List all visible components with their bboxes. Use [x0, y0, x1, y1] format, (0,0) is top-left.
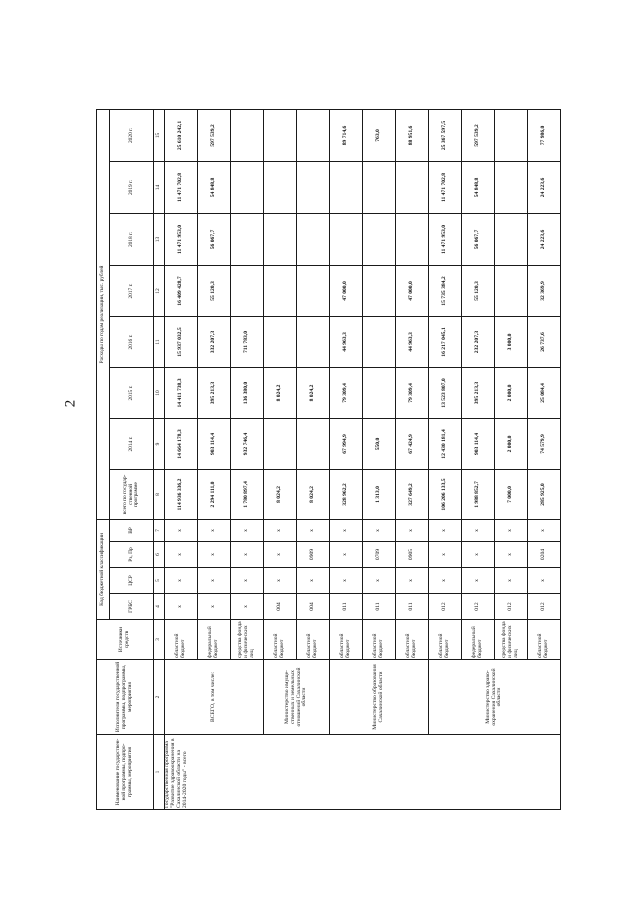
table-body — [97, 109, 561, 809]
year-value-cell — [495, 266, 528, 317]
year-value-cell: 26 737,6 — [528, 317, 561, 368]
code-vr-cell: x — [462, 520, 495, 542]
code-rz-cell: x — [462, 542, 495, 568]
year-value-cell: 89 714,6 — [330, 109, 363, 161]
header-row-top — [97, 109, 110, 809]
year-value-cell — [330, 162, 363, 214]
source-cell: областной бюджет — [297, 620, 330, 660]
code-grbs-cell: 011 — [330, 594, 363, 620]
total-cell: 106 206 133,5 — [429, 470, 462, 520]
code-vr-cell: x — [363, 520, 396, 542]
year-value-cell — [297, 214, 330, 266]
code-rz-cell: x — [264, 542, 297, 568]
code-rz-cell: x — [165, 542, 198, 568]
year-value-cell: 25 367 597,5 — [429, 109, 462, 161]
source-cell: областной бюджет — [330, 620, 363, 660]
year-value-cell — [363, 368, 396, 419]
year-value-cell: 56 067,7 — [198, 214, 231, 266]
year-value-cell: 332 207,3 — [198, 317, 231, 368]
code-csr-cell: x — [363, 568, 396, 594]
column-number: 2 — [154, 660, 165, 735]
code-grbs-cell: 011 — [396, 594, 429, 620]
year-value-cell: 903 114,4 — [462, 419, 495, 470]
year-value-cell — [363, 162, 396, 214]
code-vr-cell: x — [231, 520, 264, 542]
year-value-cell: 14 664 178,3 — [165, 419, 198, 470]
column-number: 1 — [154, 735, 165, 810]
code-grbs-cell: 012 — [429, 594, 462, 620]
code-csr-cell: x — [396, 568, 429, 594]
source-cell: областной бюджет — [396, 620, 429, 660]
code-rz-cell: x — [330, 542, 363, 568]
year-value-cell: 88 951,6 — [396, 109, 429, 161]
code-grbs-cell: 012 — [495, 594, 528, 620]
year-value-cell — [264, 419, 297, 470]
header-code-csr: ЦСР — [110, 568, 154, 594]
column-number: 7 — [154, 520, 165, 542]
year-value-cell: 54 848,8 — [198, 162, 231, 214]
source-cell: областной бюджет — [363, 620, 396, 660]
page-number: 2 — [62, 399, 79, 408]
code-csr-cell: x — [429, 568, 462, 594]
year-value-cell — [330, 214, 363, 266]
source-cell: областной бюджет — [528, 620, 561, 660]
code-vr-cell: x — [528, 520, 561, 542]
header-program-name: Наименование государственной программы, подпрограммы, мероприятия — [97, 735, 154, 810]
year-value-cell — [396, 162, 429, 214]
table-row — [264, 109, 297, 809]
year-value-cell: 11 471 702,8 — [165, 162, 198, 214]
source-cell: средства фонда и физических лиц — [231, 620, 264, 660]
code-vr-cell: x — [165, 520, 198, 542]
header-year-2018: 2018 г. — [110, 214, 154, 266]
header-years-group: Расходы по годам реализации, тыс. рублей — [97, 109, 110, 519]
code-csr-cell: x — [528, 568, 561, 594]
year-value-cell: 8 024,2 — [264, 368, 297, 419]
year-value-cell — [264, 317, 297, 368]
code-grbs-cell: x — [198, 594, 231, 620]
year-value-cell: 54 848,8 — [462, 162, 495, 214]
year-value-cell: 56 067,7 — [462, 214, 495, 266]
year-value-cell: 79 309,4 — [396, 368, 429, 419]
year-value-cell: 55 120,3 — [198, 266, 231, 317]
code-rz-cell: 0905 — [396, 542, 429, 568]
code-rz-cell: x — [231, 542, 264, 568]
code-grbs-cell: 004 — [264, 594, 297, 620]
total-cell: 1 988 852,7 — [462, 470, 495, 520]
code-rz-cell: x — [495, 542, 528, 568]
year-value-cell: 15 735 384,2 — [429, 266, 462, 317]
header-year-2015: 2015 г. — [110, 368, 154, 419]
year-value-cell: 24 223,6 — [528, 214, 561, 266]
year-value-cell: 932 746,4 — [231, 419, 264, 470]
source-cell: средства фонда и физических лиц — [495, 620, 528, 660]
year-value-cell: 14 411 738,3 — [165, 368, 198, 419]
code-csr-cell: x — [165, 568, 198, 594]
column-number: 6 — [154, 542, 165, 568]
year-value-cell: 550,0 — [363, 419, 396, 470]
total-cell: 2 294 111,0 — [198, 470, 231, 520]
year-value-cell: 597 539,2 — [462, 109, 495, 161]
year-value-cell — [231, 109, 264, 161]
year-value-cell: 77 986,0 — [528, 109, 561, 161]
table-row — [165, 109, 198, 809]
code-csr-cell: x — [462, 568, 495, 594]
code-vr-cell: x — [198, 520, 231, 542]
year-value-cell: 67 994,9 — [330, 419, 363, 470]
code-vr-cell: x — [330, 520, 363, 542]
year-value-cell: 903 114,4 — [198, 419, 231, 470]
total-cell: 1 780 897,4 — [231, 470, 264, 520]
year-value-cell: 79 309,4 — [330, 368, 363, 419]
column-number: 14 — [154, 162, 165, 214]
year-value-cell — [363, 317, 396, 368]
year-value-cell: 24 223,6 — [528, 162, 561, 214]
total-cell: 8 024,2 — [297, 470, 330, 520]
year-value-cell: 711 783,0 — [231, 317, 264, 368]
column-number-row — [154, 109, 165, 809]
year-value-cell — [231, 266, 264, 317]
header-code-grbs: ГРБС — [110, 594, 154, 620]
year-value-cell: 44 963,3 — [396, 317, 429, 368]
year-value-cell: 13 523 807,0 — [429, 368, 462, 419]
header-year-2019: 2019 г. — [110, 162, 154, 214]
code-rz-cell: 0909 — [297, 542, 330, 568]
year-value-cell — [363, 214, 396, 266]
source-cell: федеральный бюджет — [462, 620, 495, 660]
total-cell: 8 024,2 — [264, 470, 297, 520]
code-rz-cell: x — [198, 542, 231, 568]
total-cell: 285 925,0 — [528, 470, 561, 520]
total-cell: 114 936 336,2 — [165, 470, 198, 520]
column-number: 11 — [154, 317, 165, 368]
program-name-cell: Государственная программа "Развитие здравоохранения в Сахалинской области на 2014-2020 годы" - всего — [165, 735, 561, 810]
header-year-2020: 2020 г. — [110, 109, 154, 161]
total-cell: 328 962,2 — [330, 470, 363, 520]
total-cell: 1 313,0 — [363, 470, 396, 520]
source-cell: областной бюджет — [165, 620, 198, 660]
column-number: 13 — [154, 214, 165, 266]
code-rz-cell: 0204 — [528, 542, 561, 568]
year-value-cell: 763,0 — [363, 109, 396, 161]
header-year-2016: 2016 г. — [110, 317, 154, 368]
year-value-cell: 47 000,0 — [396, 266, 429, 317]
code-csr-cell: x — [330, 568, 363, 594]
code-rz-cell: 0709 — [363, 542, 396, 568]
table-row — [429, 109, 462, 809]
header-year-2017: 2017 г. — [110, 266, 154, 317]
source-cell: федеральный бюджет — [198, 620, 231, 660]
code-grbs-cell: 012 — [528, 594, 561, 620]
column-number: 10 — [154, 368, 165, 419]
year-value-cell: 15 937 032,5 — [165, 317, 198, 368]
year-value-cell: 3 000,0 — [495, 317, 528, 368]
year-value-cell — [297, 266, 330, 317]
year-value-cell: 55 120,3 — [462, 266, 495, 317]
year-value-cell — [495, 162, 528, 214]
year-value-cell — [264, 162, 297, 214]
year-value-cell: 32 369,9 — [528, 266, 561, 317]
year-value-cell: 11 471 702,8 — [429, 162, 462, 214]
year-value-cell: 25 610 242,1 — [165, 109, 198, 161]
table-row — [330, 109, 363, 809]
column-number: 4 — [154, 594, 165, 620]
year-value-cell — [297, 162, 330, 214]
header-year-2014: 2014 г. — [110, 419, 154, 470]
code-csr-cell: x — [231, 568, 264, 594]
year-value-cell: 25 084,4 — [528, 368, 561, 419]
budget-table — [96, 109, 561, 810]
header-executors: Исполнители государственной программы, подпрограммы, мероприятия — [97, 660, 154, 735]
header-code-rzpr: Рз, Пр — [110, 542, 154, 568]
header-total: всего по государственной программе — [110, 470, 154, 520]
header-code-group: Код бюджетной классификации — [97, 520, 110, 620]
code-vr-cell: x — [396, 520, 429, 542]
year-value-cell — [297, 317, 330, 368]
source-cell: областной бюджет — [429, 620, 462, 660]
year-value-cell: 597 539,2 — [198, 109, 231, 161]
year-value-cell: 395 213,3 — [198, 368, 231, 419]
code-grbs-cell: 012 — [462, 594, 495, 620]
year-value-cell — [231, 162, 264, 214]
year-value-cell: 136 380,0 — [231, 368, 264, 419]
column-number: 3 — [154, 620, 165, 660]
total-cell: 327 649,2 — [396, 470, 429, 520]
code-grbs-cell: x — [231, 594, 264, 620]
year-value-cell — [231, 214, 264, 266]
code-csr-cell: x — [495, 568, 528, 594]
year-value-cell — [264, 266, 297, 317]
year-value-cell: 11 471 953,0 — [429, 214, 462, 266]
executor-cell: Министерство образования Сахалинской области — [330, 660, 429, 735]
year-value-cell: 44 963,3 — [330, 317, 363, 368]
column-number: 15 — [154, 109, 165, 161]
year-value-cell: 16 217 045,1 — [429, 317, 462, 368]
year-value-cell: 16 409 428,7 — [165, 266, 198, 317]
year-value-cell: 67 424,9 — [396, 419, 429, 470]
source-cell: областной бюджет — [264, 620, 297, 660]
year-value-cell: 12 430 181,4 — [429, 419, 462, 470]
code-vr-cell: x — [264, 520, 297, 542]
code-rz-cell: x — [429, 542, 462, 568]
year-value-cell — [495, 109, 528, 161]
executor-cell: Министерство здравоохранения Сахалинской области — [429, 660, 561, 735]
year-value-cell: 232 207,3 — [462, 317, 495, 368]
year-value-cell — [297, 109, 330, 161]
code-csr-cell: x — [297, 568, 330, 594]
executor-cell: ВСЕГО, в том числе: — [165, 660, 264, 735]
code-grbs-cell: 004 — [297, 594, 330, 620]
year-value-cell — [264, 214, 297, 266]
code-vr-cell: x — [495, 520, 528, 542]
code-grbs-cell: x — [165, 594, 198, 620]
year-value-cell — [297, 419, 330, 470]
year-value-cell: 2 000,0 — [495, 419, 528, 470]
column-number: 5 — [154, 568, 165, 594]
column-number: 9 — [154, 419, 165, 470]
year-value-cell: 2 000,0 — [495, 368, 528, 419]
executor-cell: Министерство имущественных и земельных отношений Сахалинской области — [264, 660, 330, 735]
code-grbs-cell: 011 — [363, 594, 396, 620]
year-value-cell — [396, 214, 429, 266]
code-csr-cell: x — [264, 568, 297, 594]
year-value-cell: 11 471 953,0 — [165, 214, 198, 266]
year-value-cell — [363, 266, 396, 317]
column-number: 12 — [154, 266, 165, 317]
header-sources: Источники средств — [97, 620, 154, 660]
code-csr-cell: x — [198, 568, 231, 594]
total-cell: 7 000,0 — [495, 470, 528, 520]
year-value-cell — [495, 214, 528, 266]
column-number: 8 — [154, 470, 165, 520]
header-code-vr: ВР — [110, 520, 154, 542]
code-vr-cell: x — [297, 520, 330, 542]
rotated-table-wrapper — [96, 110, 549, 810]
year-value-cell: 47 000,0 — [330, 266, 363, 317]
year-value-cell: 8 024,2 — [297, 368, 330, 419]
year-value-cell: 74 579,9 — [528, 419, 561, 470]
year-value-cell: 395 213,3 — [462, 368, 495, 419]
code-vr-cell: x — [429, 520, 462, 542]
year-value-cell — [264, 109, 297, 161]
